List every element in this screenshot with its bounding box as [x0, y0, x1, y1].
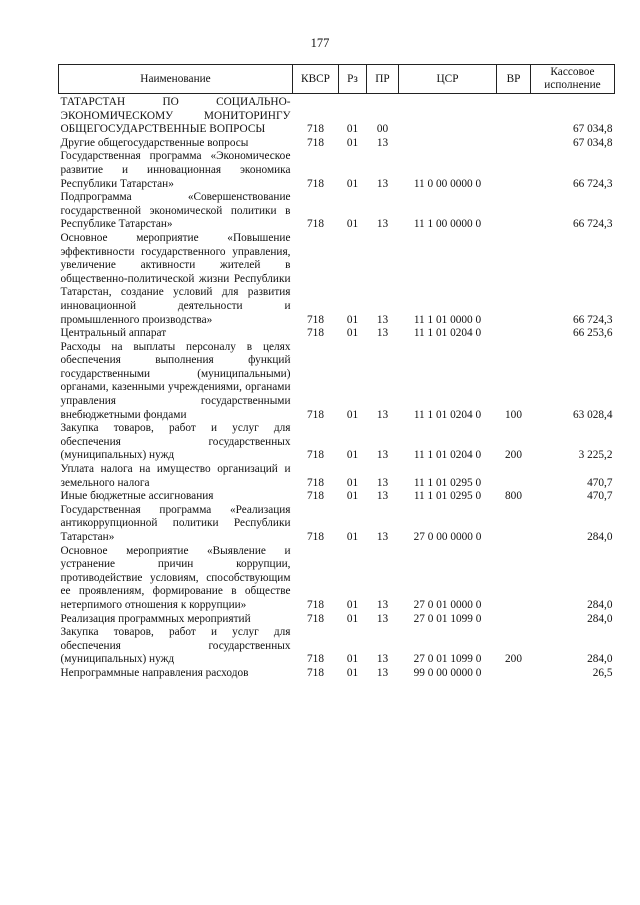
row-name: Реализация программных мероприятий [60, 612, 251, 625]
row-rz: 01 [346, 408, 359, 421]
row-csr [399, 137, 497, 151]
row-csr: 11 1 01 0295 0 [413, 490, 482, 503]
row-amount: 66 724,3 [572, 177, 613, 190]
row-name: ТАТАРСТАН ПО СОЦИАЛЬНО-ЭКОНОМИЧЕСКОМУ МОНИТОРИНГУ ОБЩЕГОСУДАРСТВЕННЫЕ ВОПРОСЫ [60, 96, 291, 136]
row-rz: 01 [346, 666, 359, 679]
row-csr: 11 1 01 0204 0 [413, 327, 482, 340]
table-row [59, 341, 615, 423]
row-pr: 13 [376, 612, 389, 625]
row-name: Закупка товаров, работ и услуг для обеспечения государственных (муниципальных) нужд [60, 626, 291, 666]
row-kvsr: 718 [307, 653, 324, 666]
header-amount: Кассовое исполнение [531, 65, 615, 94]
row-name: Подпрограмма «Совершенствование государственной экономической политики в Республике Татарстан» [60, 191, 291, 231]
row-csr: 27 0 00 0000 0 [413, 531, 482, 543]
row-name: Уплата налога на имущество организаций и земельного налога [60, 463, 291, 489]
row-kvsr: 718 [307, 218, 324, 231]
row-vr [497, 667, 531, 681]
row-amount: 470,7 [587, 490, 613, 503]
budget-execution-table [58, 64, 615, 681]
row-pr: 13 [376, 136, 389, 149]
row-pr: 13 [376, 490, 389, 503]
row-rz: 01 [346, 653, 359, 666]
row-kvsr: 718 [307, 531, 324, 543]
row-kvsr: 718 [307, 612, 324, 625]
row-amount: 3 225,2 [578, 449, 613, 462]
row-csr: 11 1 01 0204 0 [413, 449, 482, 462]
row-csr: 11 1 00 0000 0 [413, 218, 482, 231]
row-amount: 66 253,6 [572, 327, 613, 340]
row-amount: 67 034,8 [572, 123, 613, 136]
header-rz: Рз [339, 65, 367, 94]
row-rz: 01 [346, 327, 359, 340]
row-pr: 13 [376, 218, 389, 231]
row-csr: 11 1 01 0295 0 [413, 476, 482, 489]
row-name: Основное мероприятие «Выявление и устранение причин коррупции, противодействие условиям, способствующим ее проявлениям, формирование в обществе нетерпимого отношения к коррупции» [60, 544, 291, 611]
row-kvsr: 718 [307, 177, 324, 190]
row-name: Расходы на выплаты персоналу в целях обеспечения выполнения функций государственными (муниципальными) органами, казенными учреждениями, органами управления государственными внебюджетными фондами [60, 340, 291, 421]
row-csr [399, 94, 497, 137]
row-pr: 13 [376, 408, 389, 421]
row-vr [497, 150, 531, 191]
row-vr [497, 463, 531, 490]
row-pr: 13 [376, 327, 389, 340]
row-vr [497, 545, 531, 613]
row-pr: 13 [376, 313, 389, 326]
row-rz: 01 [346, 123, 359, 136]
row-amount: 26,5 [592, 666, 613, 679]
row-rz: 01 [346, 313, 359, 326]
row-rz: 01 [346, 136, 359, 149]
row-kvsr: 718 [307, 136, 324, 149]
table-row [59, 150, 615, 191]
row-rz: 01 [346, 490, 359, 503]
page-number: 177 [310, 36, 330, 50]
row-kvsr: 718 [307, 666, 324, 679]
row-pr: 13 [376, 531, 389, 543]
row-name: Непрограммные направления расходов [60, 666, 249, 679]
row-amount: 284,0 [587, 612, 613, 625]
table-row [59, 327, 615, 341]
row-vr: 200 [505, 449, 522, 462]
row-csr: 99 0 00 0000 0 [413, 666, 482, 679]
row-pr: 13 [376, 476, 389, 489]
row-kvsr: 718 [307, 449, 324, 462]
table-body [59, 94, 615, 681]
row-name: Государственная программа «Экономическое развитие и инновационная экономика Республики Татарстан» [60, 150, 291, 190]
row-rz: 01 [346, 476, 359, 489]
row-vr [497, 137, 531, 151]
table-row [59, 191, 615, 232]
row-name: Центральный аппарат [60, 327, 167, 340]
row-vr [497, 613, 531, 627]
table-row [59, 667, 615, 681]
header-name: Наименование [59, 65, 293, 94]
table-row [59, 504, 615, 545]
row-pr: 13 [376, 598, 389, 611]
row-amount: 284,0 [587, 598, 613, 611]
row-kvsr: 718 [307, 123, 324, 136]
row-pr: 13 [376, 666, 389, 679]
header-pr: ПР [367, 65, 399, 94]
row-rz: 01 [346, 531, 359, 543]
row-csr: 27 0 01 1099 0 [413, 653, 482, 666]
row-kvsr: 718 [307, 408, 324, 421]
row-csr: 11 1 01 0000 0 [413, 313, 482, 326]
row-pr: 13 [376, 653, 389, 666]
row-name: Закупка товаров, работ и услуг для обеспечения государственных (муниципальных) нужд [60, 422, 291, 462]
header-csr: ЦСР [399, 65, 497, 94]
row-pr: 13 [376, 449, 389, 462]
row-vr: 200 [505, 653, 522, 666]
row-vr [497, 327, 531, 341]
row-vr: 800 [505, 490, 522, 503]
row-kvsr: 718 [307, 598, 324, 611]
row-rz: 01 [346, 598, 359, 611]
table-row [59, 545, 615, 613]
row-name: Другие общегосударственные вопросы [60, 136, 249, 149]
row-rz: 01 [346, 612, 359, 625]
row-name: Иные бюджетные ассигнования [60, 490, 214, 503]
row-csr: 11 1 01 0204 0 [413, 408, 482, 421]
table-row [59, 626, 615, 667]
row-pr: 13 [376, 177, 389, 190]
header-vr: ВР [497, 65, 531, 94]
table-row [59, 232, 615, 327]
row-amount: 67 034,8 [572, 136, 613, 149]
table-row [59, 94, 615, 137]
row-amount: 66 724,3 [572, 313, 613, 326]
row-vr [497, 232, 531, 327]
row-kvsr: 718 [307, 327, 324, 340]
table-row [59, 490, 615, 504]
row-vr: 100 [505, 408, 522, 421]
row-kvsr: 718 [307, 490, 324, 503]
row-csr: 27 0 01 0000 0 [413, 598, 482, 611]
table-row [59, 463, 615, 490]
header-kvsr: КВСР [293, 65, 339, 94]
row-amount: 63 028,4 [572, 408, 613, 421]
row-csr: 11 0 00 0000 0 [413, 177, 482, 190]
row-csr: 27 0 01 1099 0 [413, 612, 482, 625]
row-amount: 470,7 [587, 476, 613, 489]
row-vr [497, 191, 531, 232]
row-rz: 01 [346, 449, 359, 462]
row-name: Основное мероприятие «Повышение эффективности государственного управления, увеличение активности жителей в общественно-политической жизни Республики Татарстан, создание условий для развития инновационной деятельности и промышленного производства» [60, 231, 291, 326]
row-name: Государственная программа «Реализация антикоррупционной политики Республики Татарстан» [60, 503, 291, 543]
row-rz: 01 [346, 218, 359, 231]
row-amount: 66 724,3 [572, 218, 613, 231]
table-header [59, 65, 615, 94]
row-vr [497, 94, 531, 137]
table-row [59, 422, 615, 463]
row-kvsr: 718 [307, 313, 324, 326]
table-row [59, 137, 615, 151]
row-vr [497, 504, 531, 545]
row-pr: 00 [376, 123, 389, 136]
row-amount: 284,0 [587, 653, 613, 666]
row-kvsr: 718 [307, 476, 324, 489]
table-row [59, 613, 615, 627]
row-rz: 01 [346, 177, 359, 190]
row-amount: 284,0 [587, 531, 613, 543]
